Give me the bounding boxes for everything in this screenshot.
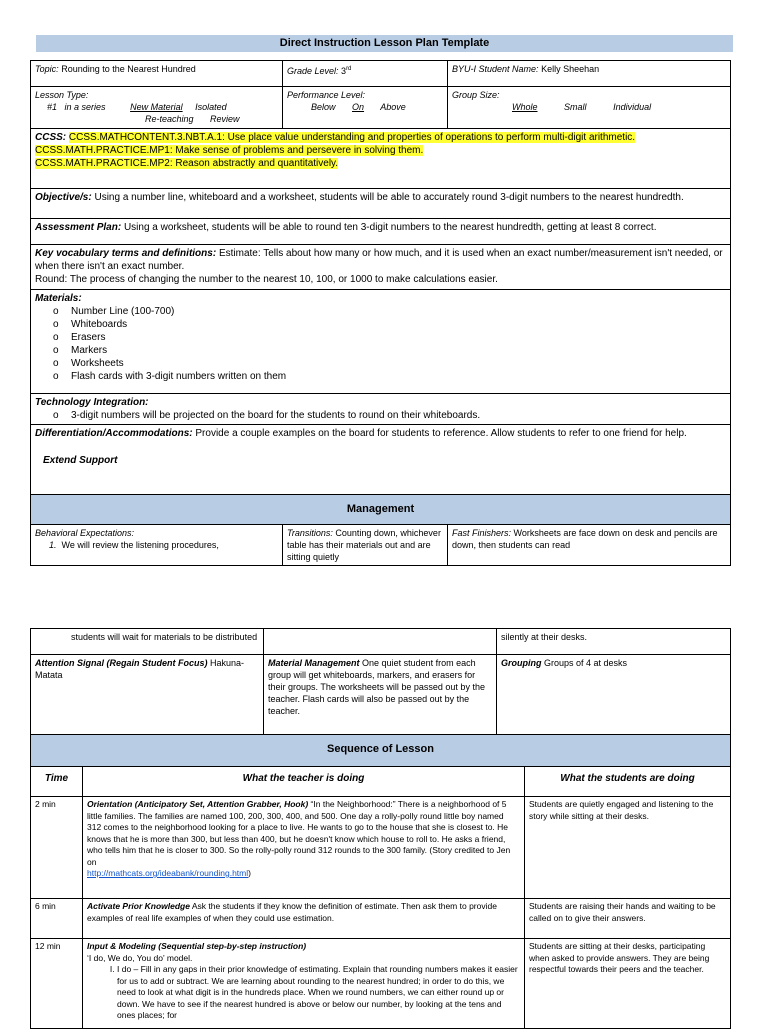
grade-cell xyxy=(283,61,448,87)
lesson-type-cell xyxy=(31,87,283,129)
grade-label: Grade Level: xyxy=(287,66,339,76)
fast-finishers-label: Fast Finishers: xyxy=(452,528,512,538)
assessment-text: Using a worksheet, students will be able to round ten 3-digit numbers to the nearest hundredth, getting at least 8 correct. xyxy=(123,222,657,233)
behavioral-label: Behavioral Expectations: xyxy=(35,528,135,538)
vocabulary-label: Key vocabulary terms and definitions: xyxy=(35,248,217,259)
sequence-students: Students are quietly engaged and listening to the story while sitting at their desks. xyxy=(525,797,731,899)
vocabulary-cell xyxy=(31,245,731,290)
fast-finishers-text: Worksheets are face down on desk and pencils are down, then students can read xyxy=(452,528,718,550)
materials-list xyxy=(35,305,726,383)
lesson-plan-table xyxy=(30,60,730,566)
extend-support-label: Extend Support xyxy=(43,455,118,466)
attention-signal-label: Attention Signal (Regain Student Focus) xyxy=(35,658,208,668)
ccss-standard-3: CCSS.MATH.PRACTICE.MP2: Reason abstractly and quantitatively. xyxy=(35,158,339,169)
material-management-text: One quiet student from each group will get whiteboards, markers, and erasers for their groups. The worksheets will be passed out by the teacher. Flash cards will also be passed out by the teacher. xyxy=(268,658,485,716)
ccss-standard-1: CCSS.MATHCONTENT.3.NBT.A.1: Use place value understanding and properties of operations to perform multi-digit arithmetic. xyxy=(68,132,636,143)
technology-item: o 3-digit numbers will be projected on the board for the students to round on their whiteboards. xyxy=(53,409,726,422)
sequence-step-label: Orientation (Anticipatory Set, Attention Grabber, Hook) xyxy=(87,799,309,809)
performance-option-on: On xyxy=(352,102,365,112)
grouping-text: Groups of 4 at desks xyxy=(544,658,628,668)
material-management-label: Material Management xyxy=(268,658,360,668)
grouping-label: Grouping xyxy=(501,658,542,668)
student-label: BYU-I Student Name: xyxy=(452,64,539,74)
management-header: Management xyxy=(31,495,731,525)
transitions-text: Counting down, whichever table has their materials out and are sitting quietly xyxy=(287,528,441,562)
objective-text: Using a number line, whiteboard and a worksheet, students will be able to accurately round 3-digit numbers to the nearest hundredth. xyxy=(94,192,684,203)
sequence-teacher-cell xyxy=(83,939,525,1029)
sequence-row xyxy=(31,797,731,899)
col-time-header: Time xyxy=(31,767,83,797)
differentiation-cell xyxy=(31,425,731,495)
attention-signal-text: Hakuna-Matata xyxy=(35,658,245,680)
materials-item: o Worksheets xyxy=(53,357,726,370)
behavioral-continued: students will wait for materials to be distributed xyxy=(31,629,264,655)
materials-item: o Markers xyxy=(53,344,726,357)
source-link[interactable]: http://mathcats.org/ideabank/rounding.html xyxy=(87,868,249,878)
transitions-cell xyxy=(283,525,448,566)
ccss-label: CCSS: xyxy=(35,132,67,143)
assessment-label: Assessment Plan: xyxy=(35,222,122,233)
technology-label: Technology Integration: xyxy=(35,397,149,408)
lesson-type-option-new-material: New Material xyxy=(130,102,183,112)
transitions-continued xyxy=(264,629,497,655)
grade-value: 3 xyxy=(341,66,347,76)
materials-item: o Number Line (100-700) xyxy=(53,305,726,318)
materials-item: o Erasers xyxy=(53,331,726,344)
performance-label: Performance Level: xyxy=(287,90,366,100)
materials-label: Materials: xyxy=(35,293,82,304)
topic-label: Topic: xyxy=(35,64,59,74)
objective-cell xyxy=(31,189,731,219)
student-value: Kelly Sheehan xyxy=(541,64,600,74)
performance-cell xyxy=(283,87,448,129)
behavioral-cell xyxy=(31,525,283,566)
sequence-step-text: “In the Neighborhood:” There is a neighborhood of 5 little families. The families are named 100, 200, 300, 400, and 500. One day a rolly-polly round little boy named 312 comes to the neighborhood looking for a place to live. He wants to go to the house that she is closest to. He knows that he is more than 300, but less than 400, but he doesn't know which house to roll to. He asks a friend, who tells him that he is closer to 300. So the rolly-polly round 312 rounds to the 300 family. (Story credited to Jen on xyxy=(87,799,511,867)
sequence-time: 12 min xyxy=(31,939,83,1029)
lesson-type-label: Lesson Type: xyxy=(35,90,89,100)
sequence-step-label: Input & Modeling (Sequential step-by-step instruction) xyxy=(87,941,307,951)
sequence-students: Students are sitting at their desks, participating when asked to provide answers. They are being respectful towards their peers and the teacher. xyxy=(525,939,731,1029)
behavioral-number: 1. xyxy=(49,540,57,550)
objective-label: Objective/s: xyxy=(35,192,92,203)
col-teacher-header: What the teacher is doing xyxy=(83,767,525,797)
sequence-teacher-cell xyxy=(83,899,525,939)
materials-item: o Whiteboards xyxy=(53,318,726,331)
document-title: Direct Instruction Lesson Plan Template xyxy=(36,35,733,52)
fast-finishers-cell xyxy=(448,525,731,566)
group-size-label: Group Size: xyxy=(452,90,500,100)
behavioral-text: We will review the listening procedures, xyxy=(61,540,219,550)
lesson-type-option-reteaching: Re-teaching xyxy=(145,114,194,124)
grouping-cell xyxy=(497,655,731,735)
sequence-step-text: Ask the students if they know the definition of estimate. Then ask them to provide examples of real life examples of when they could use estimation. xyxy=(87,901,497,923)
performance-option-above: Above xyxy=(380,102,406,112)
vocabulary-round: Round: The process of changing the number to the nearest 10, 100, or 1000 to make calculations easier. xyxy=(35,274,498,285)
lesson-type-number: #1 xyxy=(47,102,58,112)
group-option-whole: Whole xyxy=(512,102,538,112)
sequence-header: Sequence of Lesson xyxy=(31,735,731,767)
sequence-row xyxy=(31,939,731,1029)
col-students-header: What the students are doing xyxy=(525,767,731,797)
materials-item: o Flash cards with 3-digit numbers written on them xyxy=(53,370,726,383)
ccss-cell xyxy=(31,129,731,189)
student-cell xyxy=(448,61,731,87)
assessment-cell xyxy=(31,219,731,245)
group-option-individual: Individual xyxy=(613,102,652,112)
material-management-cell xyxy=(264,655,497,735)
sequence-step-item: I. I do – Fill in any gaps in their prior knowledge of estimating. Explain that rounding numbers makes it easier for us to add or subtract. We are learning about rounding to the nearest hundred; in order to do this, we need to look at what digit is in the hundreds place. When we round numbers, we can either round up or down. We have to see if the nearest hundred is above or below our number, by looking at the tens and ones places; for xyxy=(117,964,520,1022)
sequence-students: Students are raising their hands and waiting to be called on to give their answers. xyxy=(525,899,731,939)
topic-value: Rounding to the Nearest Hundred xyxy=(61,64,196,74)
group-option-small: Small xyxy=(564,102,587,112)
transitions-label: Transitions: xyxy=(287,528,333,538)
sequence-teacher-cell xyxy=(83,797,525,899)
materials-cell xyxy=(31,290,731,394)
vocabulary-estimate: Estimate: Tells about how many or how much, and it is used when an exact number/measurement isn't needed, or when there isn't an exact number. xyxy=(35,248,723,272)
attention-signal-cell xyxy=(31,655,264,735)
lesson-type-series: in a series xyxy=(64,102,106,112)
source-link-close: ) xyxy=(248,868,251,878)
grade-suffix: rd xyxy=(346,66,352,72)
sequence-row xyxy=(31,899,731,939)
differentiation-label: Differentiation/Accommodations: xyxy=(35,428,193,439)
topic-cell xyxy=(31,61,283,87)
ccss-standard-2: CCSS.MATH.PRACTICE.MP1: Make sense of problems and persevere in solving them. xyxy=(35,145,424,156)
differentiation-text: Provide a couple examples on the board for students to reference. Allow students to refer to one friend for help. xyxy=(195,428,687,439)
sequence-table xyxy=(30,766,731,1029)
group-size-cell xyxy=(448,87,731,129)
sequence-time: 6 min xyxy=(31,899,83,939)
sequence-time: 2 min xyxy=(31,797,83,899)
management-continued-table xyxy=(30,628,730,1029)
lesson-type-option-isolated: Isolated xyxy=(195,102,227,112)
sequence-step-label: Activate Prior Knowledge xyxy=(87,901,190,911)
lesson-type-option-review: Review xyxy=(210,114,240,124)
sequence-subline: ‘I do, We do, You do’ model. xyxy=(87,952,193,963)
fast-finishers-continued: silently at their desks. xyxy=(497,629,731,655)
performance-option-below: Below xyxy=(311,102,336,112)
technology-cell xyxy=(31,394,731,425)
